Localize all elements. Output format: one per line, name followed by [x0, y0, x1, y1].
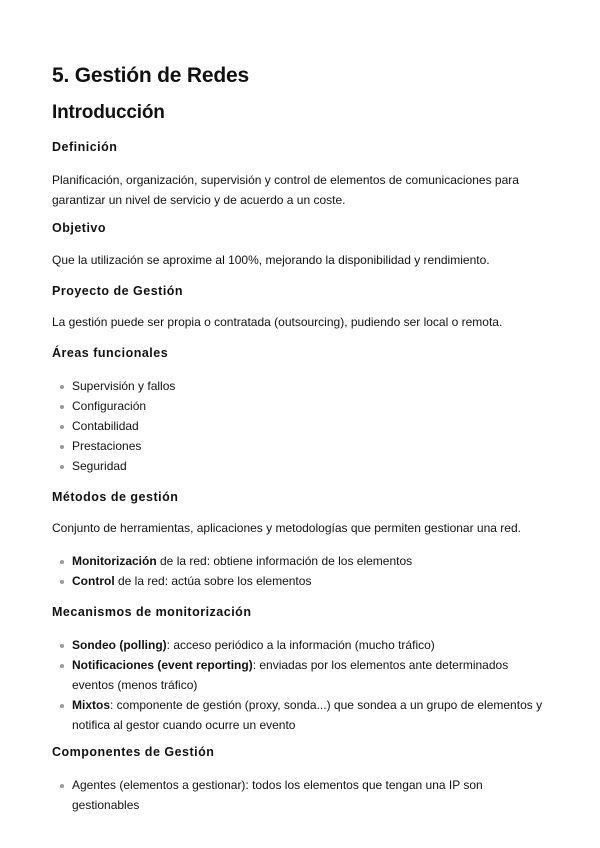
list-item: Configuración	[52, 396, 552, 416]
mecanismos-list	[52, 635, 552, 735]
item-text: : enviadas por los elementos ante determinados eventos (menos tráfico)	[72, 658, 509, 692]
item-bold: Sondeo (polling)	[72, 638, 167, 652]
item-bold: Mixtos	[72, 698, 111, 712]
section-title: Introducción	[52, 102, 165, 123]
areas-list	[52, 376, 552, 476]
list-item: Contabilidad	[52, 416, 552, 436]
list-item	[52, 695, 552, 735]
list-item	[52, 571, 552, 591]
heading-metodos: Métodos de gestión	[52, 490, 179, 504]
objetivo-text: Que la utilización se aproxime al 100%, mejorando la disponibilidad y rendimiento.	[52, 253, 490, 267]
item-text: de la red: actúa sobre los elementos	[114, 574, 312, 588]
heading-proyecto: Proyecto de Gestión	[52, 284, 184, 298]
metodos-list	[52, 551, 552, 591]
heading-mecanismos: Mecanismos de monitorización	[52, 605, 252, 619]
proyecto-text: La gestión puede ser propia o contratada (outsourcing), pudiendo ser local o remota.	[52, 315, 503, 329]
item-bold: Notificaciones (event reporting)	[72, 658, 253, 672]
item-text: de la red: obtiene información de los elementos	[156, 554, 413, 568]
item-bold: Monitorización	[72, 554, 157, 568]
definicion-text: Planificación, organización, supervisión y control de elementos de comunicaciones para garantizar un nivel de servicio y de acuerdo a un coste.	[52, 173, 519, 207]
heading-objetivo: Objetivo	[52, 221, 107, 235]
heading-areas: Áreas funcionales	[52, 346, 169, 360]
page-title: 5. Gestión de Redes	[52, 64, 249, 87]
list-item: Agentes (elementos a gestionar): todos los elementos que tengan una IP son gestionables	[52, 775, 552, 815]
list-item: Supervisión y fallos	[52, 376, 552, 396]
heading-componentes: Componentes de Gestión	[52, 745, 215, 759]
list-item	[52, 655, 552, 695]
metodos-text: Conjunto de herramientas, aplicaciones y metodologías que permiten gestionar una red.	[52, 521, 521, 535]
heading-definicion: Definición	[52, 140, 118, 154]
item-text: : acceso periódico a la información (mucho tráfico)	[166, 638, 435, 652]
list-item: Seguridad	[52, 456, 552, 476]
list-item	[52, 635, 552, 655]
list-item: Prestaciones	[52, 436, 552, 456]
list-item	[52, 551, 552, 571]
item-text: : componente de gestión (proxy, sonda...) que sondea a un grupo de elementos y notifica al gestor cuando ocurre un evento	[72, 698, 543, 732]
componentes-list	[52, 775, 552, 815]
item-bold: Control	[72, 574, 115, 588]
